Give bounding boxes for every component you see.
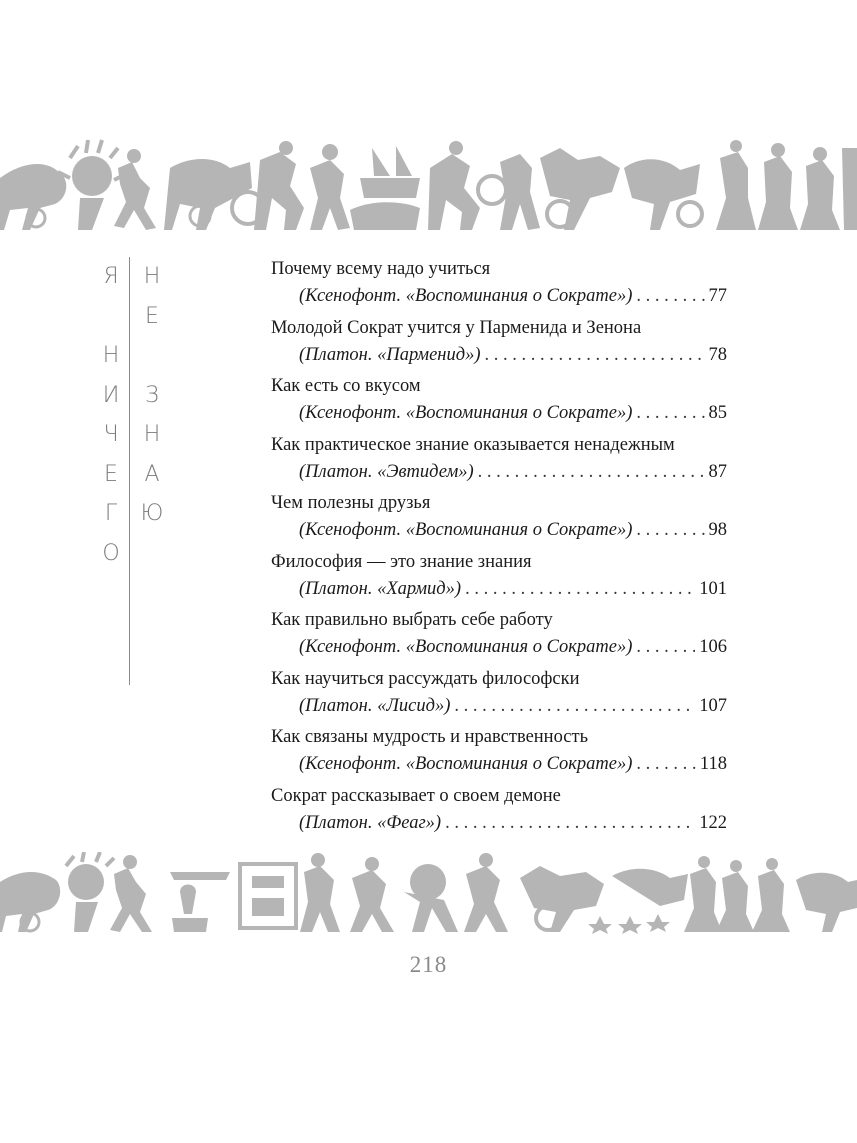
toc-entry-page: 77 — [708, 286, 727, 306]
dot-leader — [478, 459, 705, 486]
toc-entry-page: 118 — [699, 754, 727, 774]
vertical-title-col1 — [96, 257, 126, 573]
toc-entry-title: Как практическое знание оказывается ненадежным — [271, 434, 675, 455]
toc-entry[interactable] — [271, 490, 727, 549]
toc-entry-source: (Ксенофонт. «Воспоминания о Сократе») — [299, 403, 633, 423]
title-letter: Н — [143, 264, 161, 289]
toc-entry-source: (Ксенофонт. «Воспоминания о Сократе») — [299, 637, 633, 657]
toc-entry-title: Философия — это знание знания — [271, 551, 532, 572]
toc-entry-title: Как научиться рассуждать философски — [271, 668, 580, 689]
toc-entry-source: (Платон. «Парменид») — [299, 344, 481, 365]
toc-entry-title: Как правильно выбрать себе работу — [271, 610, 553, 630]
toc-entry[interactable] — [271, 256, 727, 315]
vertical-title-col2 — [137, 257, 167, 534]
title-letter: Г — [104, 501, 118, 526]
toc-entry-title: Как есть со вкусом — [271, 376, 421, 396]
toc-entry-source: (Платон. «Лисид») — [299, 695, 451, 716]
greek-frieze-bottom — [0, 852, 857, 934]
title-letter: Я — [103, 264, 119, 289]
toc-entry-title: Молодой Сократ учится у Парменида и Зенона — [271, 317, 642, 338]
toc-entry-source: (Ксенофонт. «Воспоминания о Сократе») — [299, 754, 633, 774]
title-letter: Ч — [103, 422, 119, 447]
toc-entry[interactable] — [271, 315, 727, 374]
toc-entry[interactable] — [271, 549, 727, 608]
title-letter: Н — [143, 422, 161, 447]
toc-entry-source: (Платон. «Феаг») — [299, 812, 442, 833]
toc-entry-page: 98 — [708, 520, 727, 540]
toc-entry-title: Как связаны мудрость и нравственность — [271, 727, 589, 747]
toc-entry-title: Почему всему надо учиться — [271, 259, 491, 279]
dot-leader — [636, 400, 704, 427]
table-of-contents — [271, 256, 727, 841]
dot-leader — [445, 810, 695, 837]
toc-entry[interactable] — [271, 724, 727, 783]
dot-leader — [485, 342, 705, 369]
toc-entry[interactable] — [271, 432, 727, 491]
dot-leader — [636, 634, 695, 661]
toc-entry-page: 87 — [708, 461, 727, 482]
toc-entry[interactable] — [271, 783, 727, 842]
dot-leader — [636, 283, 704, 310]
toc-entry-page: 106 — [699, 637, 727, 657]
greek-frieze-top — [0, 138, 857, 234]
title-letter: З — [145, 382, 159, 408]
dot-leader — [454, 693, 695, 720]
title-letter: О — [102, 540, 120, 566]
toc-entry-page: 85 — [708, 403, 727, 423]
title-letter: Е — [145, 303, 159, 329]
frieze-figures-icon — [0, 852, 857, 934]
toc-entry-page: 78 — [708, 344, 727, 365]
title-letter — [137, 336, 167, 376]
dot-leader — [636, 517, 704, 544]
dot-leader — [465, 576, 695, 603]
title-letter: А — [144, 461, 160, 487]
title-letter: И — [102, 382, 120, 408]
toc-entry-page: 107 — [699, 695, 727, 716]
dot-leader — [636, 751, 696, 778]
toc-entry-title: Сократ рассказывает о своем демоне — [271, 785, 561, 806]
toc-entry-title: Чем полезны друзья — [271, 493, 431, 513]
title-letter: Ю — [140, 501, 164, 526]
toc-entry-source: (Платон. «Эвтидем») — [299, 461, 474, 482]
toc-entry-page: 122 — [699, 812, 727, 833]
page-number: 218 — [409, 952, 448, 977]
title-letter: Н — [102, 343, 120, 368]
toc-entry-source: (Ксенофонт. «Воспоминания о Сократе») — [299, 286, 633, 306]
toc-entry-source: (Ксенофонт. «Воспоминания о Сократе») — [299, 520, 633, 540]
vertical-divider — [129, 257, 130, 685]
toc-entry-page: 101 — [699, 578, 727, 599]
toc-entry[interactable] — [271, 373, 727, 432]
title-letter — [96, 297, 126, 337]
toc-entry[interactable] — [271, 666, 727, 725]
toc-entry-source: (Платон. «Хармид») — [299, 578, 462, 599]
frieze-figures-icon — [0, 138, 857, 234]
toc-entry[interactable] — [271, 607, 727, 666]
title-letter: Е — [104, 461, 118, 487]
